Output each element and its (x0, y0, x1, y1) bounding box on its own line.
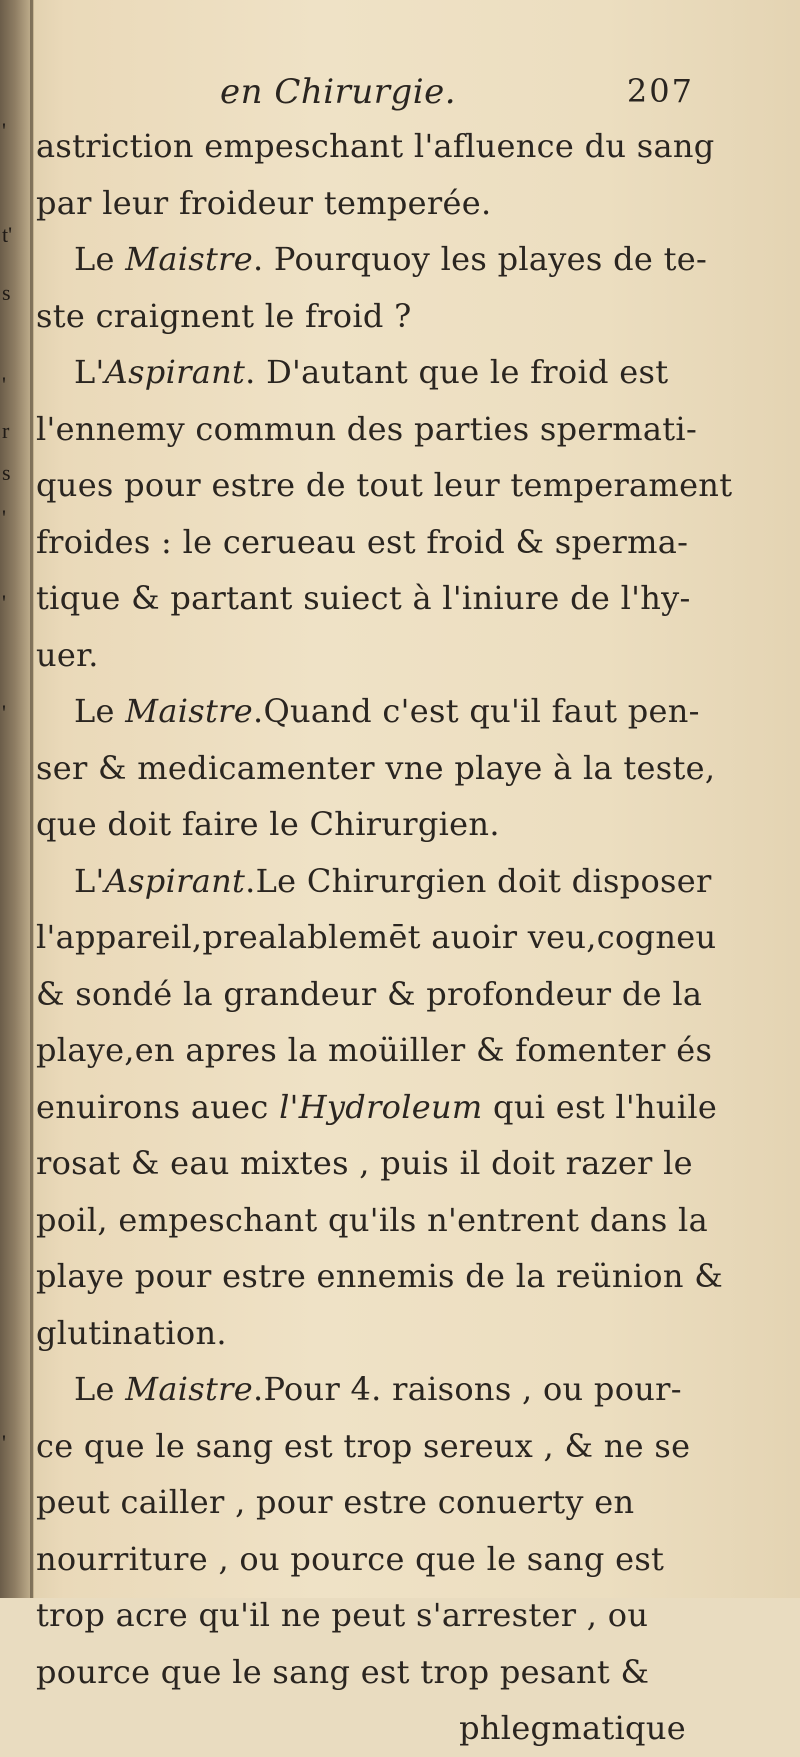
margin-mark: ' (2, 505, 6, 530)
italic-text: Maistre (125, 1370, 253, 1408)
text-run: & sondé la grandeur & profondeur de la (36, 974, 703, 1013)
text-run: ste craignent le froid ? (36, 296, 412, 335)
text-run: playe pour estre ennemis de la reünion & (36, 1257, 723, 1295)
italic-text: Maistre (125, 240, 253, 278)
text-line (36, 740, 716, 797)
margin-mark: s (2, 280, 11, 305)
page-header (44, 72, 704, 116)
text-line (36, 853, 716, 910)
text-run: Le (74, 692, 126, 730)
text-line (36, 457, 733, 514)
text-line (36, 344, 716, 401)
text-line (36, 1644, 716, 1701)
text-line (36, 514, 716, 571)
text-line (36, 1418, 716, 1475)
text-line (36, 1531, 716, 1588)
margin-mark: ' (2, 372, 6, 397)
margin-mark: t' (2, 222, 13, 247)
text-run: pource que le sang est trop pesant & (36, 1652, 650, 1691)
text-run: nourriture , ou pource que le sang est (36, 1539, 665, 1578)
text-run: tique & partant suiect à l'iniure de l'hy- (36, 579, 691, 617)
text-run: .Pour 4. raisons , ou pour- (252, 1370, 682, 1408)
text-line (36, 683, 716, 740)
text-line (36, 231, 716, 288)
text-run: poil, empeschant qu'ils n'entrent dans la (36, 1200, 708, 1239)
text-run: Le (74, 240, 126, 278)
italic-text: Maistre (125, 692, 253, 730)
text-run: .Quand c'est qu'il faut pen- (252, 692, 700, 730)
text-run: trop acre qu'il ne peut s'arrester , ou (36, 1596, 649, 1634)
text-run: astriction empeschant l'afluence du sang (36, 127, 715, 165)
text-line (36, 1022, 716, 1079)
page-number: 207 (626, 72, 694, 110)
text-run: par leur froideur temperée. (36, 183, 492, 222)
text-run: L' (74, 861, 105, 900)
italic-text: l'Hydroleum (279, 1087, 483, 1126)
text-line (36, 1361, 716, 1418)
text-line (36, 1587, 716, 1644)
text-run: glutination. (36, 1313, 227, 1352)
text-run: uer. (36, 635, 99, 674)
text-run: . D'autant que le froid est (245, 353, 669, 391)
text-run: Le (74, 1370, 126, 1408)
text-line (36, 1079, 716, 1136)
text-run: l'appareil,prealablemēt auoir veu,cogneu (36, 918, 717, 956)
text-run: froides : le cerueau est froid & sperma- (36, 522, 689, 561)
text-line (36, 627, 716, 684)
text-run: qui est l'huile (482, 1087, 718, 1126)
italic-text: Aspirant (104, 353, 246, 391)
text-run: ser & medicamenter vne playe à la teste, (36, 748, 716, 787)
text-line (36, 966, 716, 1023)
text-run: rosat & eau mixtes , puis il doit razer le (36, 1144, 693, 1182)
text-line (36, 175, 716, 232)
text-run: ques pour estre de tout leur temperament (36, 466, 733, 504)
margin-marks (2, 0, 22, 1598)
text-line (36, 401, 716, 458)
text-block (36, 118, 733, 1757)
text-line (36, 796, 716, 853)
margin-mark: ' (2, 118, 6, 143)
catchword (36, 1700, 716, 1757)
text-run: que doit faire le Chirurgien. (36, 805, 500, 843)
margin-mark: s (2, 460, 11, 485)
margin-mark: ' (2, 1430, 6, 1455)
margin-mark: ' (2, 700, 6, 725)
margin-mark: ' (2, 590, 6, 615)
text-line (36, 1248, 723, 1305)
text-run: phlegmatique (459, 1709, 686, 1747)
text-run: l'ennemy commun des parties spermati- (36, 409, 698, 448)
text-line (36, 1135, 716, 1192)
text-line (36, 288, 716, 345)
text-run: L' (74, 353, 105, 391)
italic-text: Aspirant (104, 861, 246, 900)
text-line (36, 1192, 716, 1249)
text-run: ce que le sang est trop sereux , & ne se (36, 1426, 691, 1465)
text-run: .Le Chirurgien doit disposer (245, 861, 712, 900)
text-line (36, 1305, 716, 1362)
text-line (36, 1474, 716, 1531)
text-line (36, 909, 716, 966)
text-run: peut cailler , pour estre conuerty en (36, 1483, 635, 1521)
text-run: enuirons auec (36, 1087, 280, 1126)
margin-mark: r (2, 418, 10, 443)
text-run: . Pourquoy les playes de te- (252, 240, 708, 278)
text-line (36, 570, 716, 627)
text-line (36, 118, 716, 175)
binding-shadow (30, 0, 33, 1598)
running-head: en Chirurgie. (220, 72, 457, 112)
text-run: playe,en apres la moüiller & fomenter és (36, 1031, 713, 1069)
